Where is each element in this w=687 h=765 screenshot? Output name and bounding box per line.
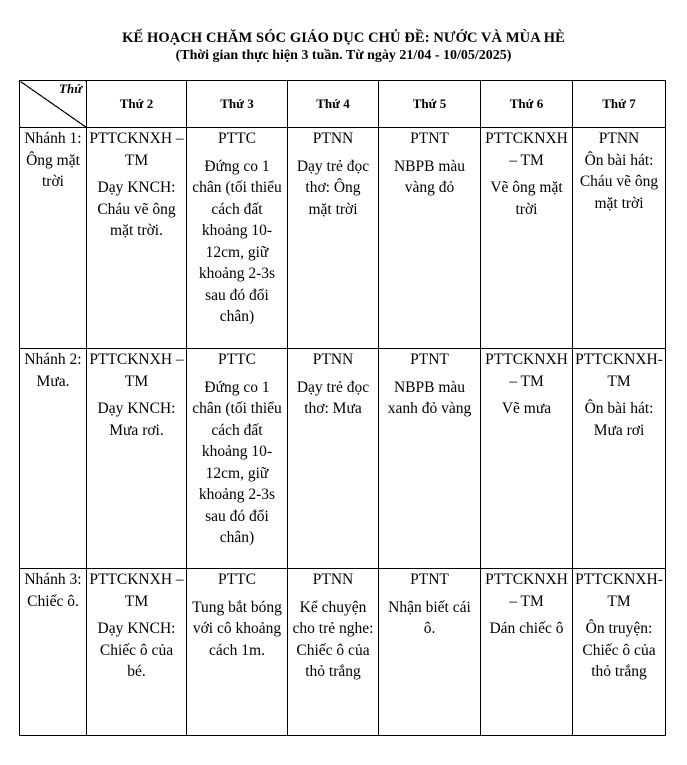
activity-cell — [288, 569, 379, 736]
column-header: Thứ 2 — [87, 81, 187, 128]
column-header: Thứ 5 — [379, 81, 481, 128]
activity-text: Ôn bài hát: Mưa rơi — [584, 400, 654, 439]
activity-code: PTTCKNXH – TM — [89, 351, 184, 390]
activity-cell — [573, 569, 666, 736]
activity-code: PTTC — [218, 130, 256, 147]
activity-cell — [573, 128, 666, 349]
activity-cell — [573, 349, 666, 569]
table-row — [20, 349, 666, 569]
activity-code: PTTCKNXH – TM — [485, 351, 568, 390]
activity-text: Ôn bài hát: Cháu vẽ ông mặt trời — [579, 151, 659, 212]
column-header: Thứ 7 — [573, 81, 666, 128]
activity-text: Đứng co 1 chân (tối thiểu cách đất khoảng 10-12cm, giữ khoảng 2-3s sau đó đổi chân) — [192, 378, 282, 546]
activity-text: Dạy trẻ đọc thơ: Ông mặt trời — [296, 157, 370, 218]
activity-cell — [379, 128, 481, 349]
activity-cell — [87, 128, 187, 349]
activity-text: Kể chuyện cho trẻ nghe: Chiếc ô của thỏ trắng — [292, 598, 374, 680]
activity-code: PTTC — [218, 351, 256, 368]
activity-code: PTNN — [312, 351, 354, 368]
activity-text: Dạy KNCH: Mưa rơi. — [97, 400, 176, 439]
activity-text: Ôn truyện: Chiếc ô của thỏ trắng — [582, 620, 656, 680]
activity-code: PTTCKNXH – TM — [89, 130, 184, 169]
table-row — [20, 128, 666, 349]
activity-code: PTTCKNXH-TM — [575, 351, 663, 390]
activity-text: Dạy KNCH: Cháu vẽ ông mặt trời. — [97, 179, 176, 239]
column-header: Thứ 4 — [288, 81, 379, 128]
activity-cell — [481, 349, 573, 569]
column-header: Thứ 3 — [187, 81, 288, 128]
page-title: KẾ HOẠCH CHĂM SÓC GIÁO DỤC CHỦ ĐỀ: NƯỚC VÀ MÙA HÈ — [122, 30, 565, 46]
activity-cell — [87, 349, 187, 569]
activity-cell — [187, 349, 288, 569]
activity-cell — [288, 349, 379, 569]
activity-code: PTNN — [312, 130, 354, 147]
branch-label: Nhánh 2: Mưa. — [20, 349, 87, 569]
activity-cell — [481, 128, 573, 349]
activity-cell — [379, 569, 481, 736]
activity-cell — [379, 349, 481, 569]
column-header: Thứ 6 — [481, 81, 573, 128]
activity-text: Đứng co 1 chân (tối thiểu cách đất khoảng 10-12cm, giữ khoảng 2-3s sau đó đổi chân) — [192, 157, 282, 325]
activity-code: PTNT — [410, 351, 449, 368]
activity-cell — [481, 569, 573, 736]
activity-code: PTNN — [598, 130, 640, 147]
activity-cell — [288, 128, 379, 349]
activity-code: PTNT — [410, 130, 449, 147]
activity-code: PTTCKNXH-TM — [575, 571, 663, 610]
page-subtitle: (Thời gian thực hiện 3 tuần. Từ ngày 21/04 - 10/05/2025) — [175, 48, 512, 63]
activity-code: PTTCKNXH – TM — [485, 130, 568, 169]
activity-text: Nhận biết cái ô. — [388, 598, 471, 637]
activity-text: Dạy trẻ đọc thơ: Mưa — [296, 378, 370, 417]
table-header-row — [20, 81, 666, 128]
activity-cell — [187, 128, 288, 349]
plan-table — [19, 80, 666, 736]
activity-code: PTTCKNXH – TM — [89, 571, 184, 610]
activity-code: PTTCKNXH – TM — [485, 571, 568, 610]
activity-code: PTTC — [218, 571, 256, 588]
table-row — [20, 569, 666, 736]
activity-code: PTNN — [312, 571, 354, 588]
corner-header — [20, 81, 87, 128]
activity-text: NBPB màu xanh đỏ vàng — [387, 378, 472, 417]
activity-text: Vẽ mưa — [501, 400, 552, 417]
activity-cell — [87, 569, 187, 736]
activity-text: Tung bắt bóng với cô khoảng cách 1m. — [192, 598, 282, 659]
branch-label: Nhánh 3: Chiếc ô. — [20, 569, 87, 736]
activity-code: PTNT — [410, 571, 449, 588]
corner-label: Thứ — [59, 81, 82, 96]
activity-text: Dán chiếc ô — [489, 620, 564, 637]
activity-text: Vẽ ông mặt trời — [490, 179, 563, 218]
branch-label: Nhánh 1: Ông mặt trời — [20, 128, 87, 349]
activity-text: NBPB màu vàng đỏ — [393, 157, 466, 196]
activity-cell — [187, 569, 288, 736]
activity-text: Dạy KNCH: Chiếc ô của bé. — [97, 620, 176, 680]
